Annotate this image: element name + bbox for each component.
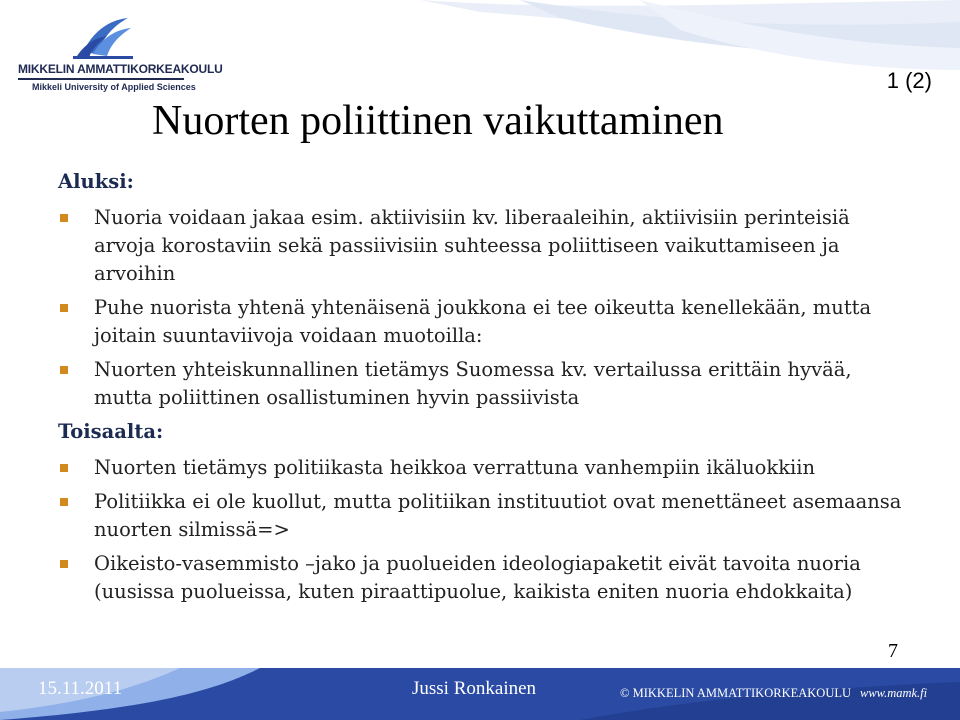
list-item [58,550,903,606]
section-heading: Toisaalta: [58,420,164,443]
footer [0,668,960,720]
bullet-icon [60,560,68,568]
footer-organization: © MIKKELIN AMMATTIKORKEAKOULU [620,686,852,700]
list-item-text: Oikeisto-vasemmisto –jako ja puolueiden ideologiapaketit eivät tavoita nuoria (uusissa puolueissa, kuten piraattipuolue, kaikista eniten nuoria ehdokkaita) [94,552,861,603]
list-item-text: Nuorten tietämys politiikasta heikkoa verrattuna vanhempiin ikäluokkiin [94,456,816,479]
list-item [58,454,903,482]
bullet-icon [60,366,68,374]
footer-url[interactable]: www.mamk.fi [860,686,928,700]
bullet-icon [60,498,68,506]
list-item-text: Nuoria voidaan jakaa esim. aktiivisiin kv. liberaaleihin, aktiivisiin perinteisiä arvoja korostaviin sekä passiivisiin suhteessa poliittiseen vaikuttamiseen ja arvoihin [94,206,850,285]
slide-number: 7 [888,640,898,662]
logo-name: MIKKELIN AMMATTIKORKEAKOULU [18,62,223,76]
list-item [58,356,903,412]
logo-divider [18,78,184,80]
school-logo [18,12,223,97]
bullet-list [58,454,903,606]
list-item-text: Politiikka ei ole kuollut, mutta politiikan instituutiot ovat menettäneet asemaansa nuorten silmissä=> [94,490,902,541]
page-label: 1 (2) [886,68,932,93]
bullet-list [58,204,903,412]
slide-title: Nuorten poliittinen vaikuttaminen [152,98,724,144]
bullet-icon [60,214,68,222]
list-item-text: Nuorten yhteiskunnallinen tietämys Suomessa kv. vertailussa erittäin hyvää, mutta poliittinen osallistuminen hyvin passiivista [94,358,852,409]
section-heading: Aluksi: [58,170,134,193]
list-item [58,204,903,288]
list-item [58,294,903,350]
slide-content [58,168,903,612]
logo-subtitle: Mikkeli University of Applied Sciences [32,82,196,92]
list-item-text: Puhe nuorista yhtenä yhtenäisenä joukkona ei tee oikeutta kenellekään, mutta joitain suuntaviivoja voidaan muotoilla: [94,296,872,347]
footer-author: Jussi Ronkainen [412,678,537,699]
bullet-icon [60,304,68,312]
bullet-icon [60,464,68,472]
list-item [58,488,903,544]
waves-logo-icon [73,12,133,60]
footer-date: 15.11.2011 [38,678,123,699]
